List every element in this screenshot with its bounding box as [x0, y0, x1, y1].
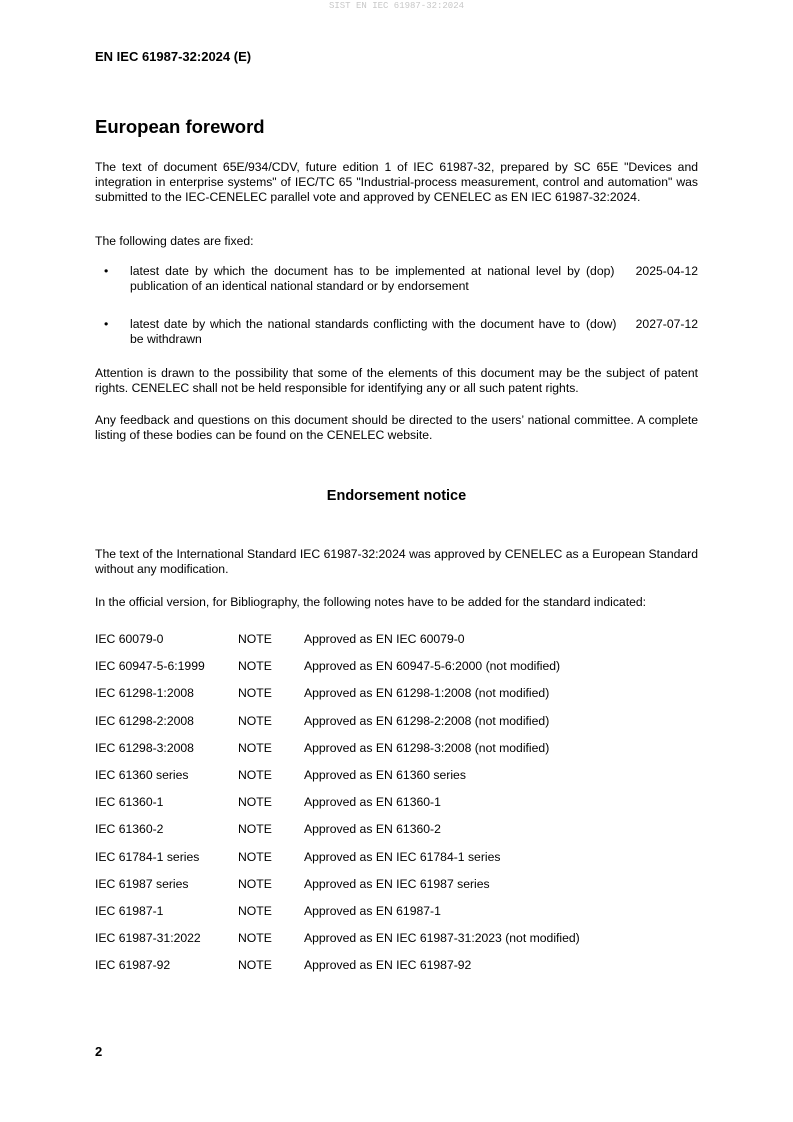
endorsement-text: The text of the International Standard IEC 61987-32:2024 was approved by CENELEC as a European Standard without any modification.: [95, 547, 698, 576]
notes-intro: In the official version, for Bibliography, the following notes have to be added for the standard indicated:: [95, 595, 647, 609]
note-row: [95, 877, 490, 892]
feedback-notice: Any feedback and questions on this document should be directed to the users’ national committee. A complete listing of these bodies can be found on the CENELEC website.: [95, 413, 698, 442]
endorsement-title: Endorsement notice: [326, 488, 467, 504]
note-text: Approved as EN 61360-2: [304, 822, 441, 837]
note-row: [95, 714, 549, 729]
note-text: Approved as EN IEC 61784-1 series: [304, 849, 501, 864]
note-label: NOTE: [238, 904, 272, 918]
note-row: [95, 850, 500, 865]
note-text: Approved as EN 61298-1:2008 (not modified): [304, 686, 550, 701]
note-label: NOTE: [238, 768, 272, 782]
standard-ref: IEC 60079-0: [95, 632, 164, 646]
note-row: [95, 768, 466, 783]
standard-ref: IEC 61987-92: [95, 958, 171, 973]
standard-ref: IEC 61987-1: [95, 904, 164, 918]
bullet: •: [104, 264, 109, 278]
note-label: NOTE: [238, 876, 272, 891]
note-text: Approved as EN 61298-3:2008 (not modified): [304, 740, 550, 755]
note-label: NOTE: [238, 822, 272, 837]
date-item-dow: [95, 317, 698, 347]
note-row: [95, 632, 465, 647]
note-text: Approved as EN 61360 series: [304, 768, 466, 782]
patent-notice: Attention is drawn to the possibility that some of the elements of this document may be the subject of patent rights. CENELEC shall not be held responsible for identifying any or all such patent rights.: [95, 366, 698, 395]
foreword-intro: The text of document 65E/934/CDV, future edition 1 of IEC 61987-32, prepared by SC 65E "Devices and integration in enterprise systems" of IEC/TC 65 "Industrial-process measurement, control and automation" was submitted to the IEC-CENELEC parallel vote and approved by CENELEC as EN IEC 61987-32:2024.: [95, 160, 698, 204]
date-value: 2027-07-12: [635, 317, 698, 331]
standard-ref: IEC 61987-31:2022: [95, 931, 201, 946]
note-text: Approved as EN IEC 61987-31:2023 (not modified): [304, 931, 580, 946]
dates-intro: The following dates are fixed:: [95, 234, 254, 248]
note-label: NOTE: [238, 659, 272, 674]
note-label: NOTE: [238, 795, 272, 810]
date-item-dop: [95, 264, 698, 294]
note-text: Approved as EN 61987-1: [304, 904, 441, 918]
note-label: NOTE: [238, 632, 272, 646]
note-text: Approved as EN IEC 61987-92: [304, 958, 472, 973]
date-description: latest date by which the national standards conflicting with the document have to be withdrawn: [130, 317, 580, 346]
note-row: [95, 958, 471, 973]
note-label: NOTE: [238, 958, 272, 973]
note-text: Approved as EN IEC 61987 series: [304, 876, 490, 891]
note-row: [95, 741, 549, 756]
note-label: NOTE: [238, 740, 272, 755]
note-label: NOTE: [238, 931, 272, 946]
note-text: Approved as EN IEC 60079-0: [304, 632, 465, 646]
standard-ref: IEC 61298-3:2008: [95, 740, 194, 755]
standard-ref: IEC 61298-1:2008: [95, 686, 194, 701]
date-code: (dow): [586, 317, 617, 331]
note-label: NOTE: [238, 713, 272, 728]
standard-ref: IEC 61298-2:2008: [95, 713, 194, 728]
date-value: 2025-04-12: [635, 264, 698, 278]
standard-ref: IEC 61360-2: [95, 822, 164, 837]
note-row: [95, 686, 549, 701]
document-header: EN IEC 61987-32:2024 (E): [95, 49, 252, 64]
standard-ref: IEC 60947-5-6:1999: [95, 659, 205, 674]
note-text: Approved as EN 61360-1: [304, 795, 441, 810]
date-description: latest date by which the document has to be implemented at national level by publication of an identical national standard or by endorsement: [130, 264, 580, 293]
bullet: •: [104, 317, 109, 331]
watermark: SIST EN IEC 61987-32:2024: [328, 1, 465, 11]
page-number: 2: [95, 1044, 103, 1059]
standard-ref: IEC 61987 series: [95, 876, 189, 891]
note-row: [95, 659, 560, 674]
note-row: [95, 822, 441, 837]
standard-ref: IEC 61784-1 series: [95, 849, 200, 864]
note-text: Approved as EN 60947-5-6:2000 (not modified): [304, 659, 561, 674]
note-label: NOTE: [238, 849, 272, 864]
standard-ref: IEC 61360 series: [95, 768, 189, 782]
foreword-title: European foreword: [95, 116, 265, 137]
note-text: Approved as EN 61298-2:2008 (not modified): [304, 713, 550, 728]
note-label: NOTE: [238, 686, 272, 701]
standard-ref: IEC 61360-1: [95, 795, 164, 810]
note-row: [95, 931, 580, 946]
date-code: (dop): [586, 264, 615, 278]
note-row: [95, 795, 441, 810]
note-row: [95, 904, 441, 919]
